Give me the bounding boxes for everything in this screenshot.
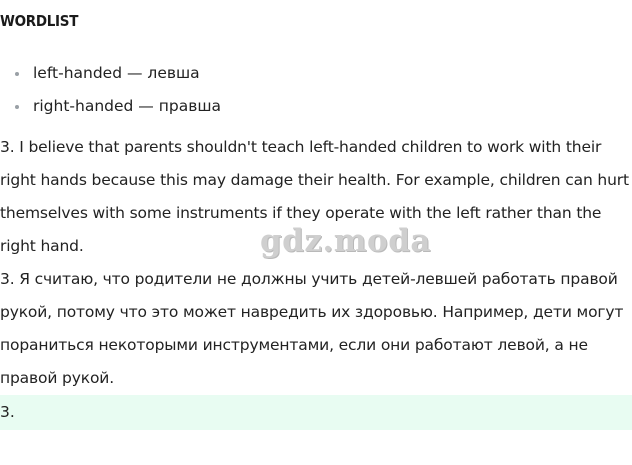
- wordlist: [0, 60, 221, 126]
- answer-highlight-row: [0, 395, 632, 430]
- bullet-icon: [15, 105, 19, 109]
- watermark-logo: gdz.moda: [260, 223, 431, 259]
- bullet-icon: [15, 72, 19, 76]
- list-item-text: right-handed — правша: [33, 97, 222, 115]
- answer-paragraph-english: 3. I believe that parents shouldn't teach left-handed children to work with their right hands because this may damage their health. For example, children can hurt themselves with some instruments if they operate with the left rather than the right hand.: [0, 138, 629, 255]
- list-item: [0, 60, 221, 93]
- answer-label: 3.: [0, 403, 15, 421]
- answer-paragraph-russian: 3. Я считаю, что родители не должны учить детей-левшей работать правой рукой, потому что это может навредить их здоровью. Например, дети могут пораниться некоторыми инструментами, если они работают левой, а не правой рукой.: [0, 270, 624, 387]
- list-item-text: left-handed — левша: [33, 64, 200, 82]
- list-item: [0, 93, 221, 126]
- wordlist-heading: WORDLIST: [0, 12, 79, 30]
